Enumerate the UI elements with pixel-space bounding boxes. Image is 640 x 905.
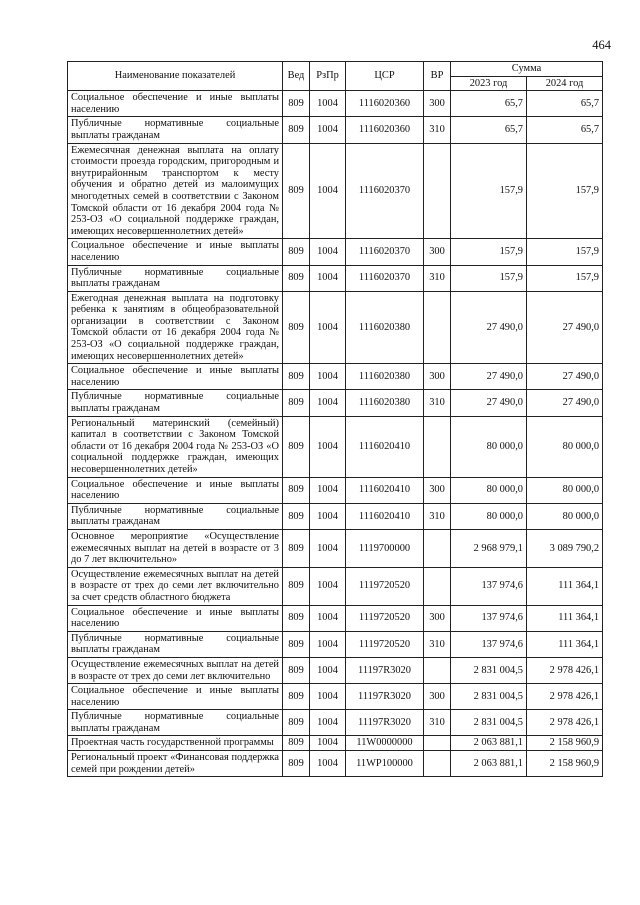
row-vr: 310 xyxy=(424,265,451,291)
row-sum-2023: 2 063 881,1 xyxy=(451,751,527,777)
row-csr: 1116020380 xyxy=(346,390,424,416)
row-ved: 809 xyxy=(283,529,310,567)
row-ved: 809 xyxy=(283,631,310,657)
row-name: Социальное обеспечение и иные выплаты населению xyxy=(68,364,283,390)
row-csr: 11197R3020 xyxy=(346,684,424,710)
header-ved: Вед xyxy=(283,62,310,91)
row-name: Социальное обеспечение и иные выплаты населению xyxy=(68,91,283,117)
header-2023: 2023 год xyxy=(451,76,527,91)
row-vr: 300 xyxy=(424,605,451,631)
row-sum-2023: 27 490,0 xyxy=(451,364,527,390)
row-csr: 1116020380 xyxy=(346,364,424,390)
row-vr: 310 xyxy=(424,631,451,657)
row-csr: 1116020380 xyxy=(346,291,424,364)
row-rzpr: 1004 xyxy=(310,477,346,503)
row-sum-2023: 27 490,0 xyxy=(451,390,527,416)
row-vr xyxy=(424,657,451,683)
table-row xyxy=(68,239,603,265)
row-name: Ежемесячная денежная выплата на оплату стоимости проезда городским, пригородным и внутрирайонным транспортом к месту обучения и обратно детей из малоимущих многодетных семей в соответствии с Законом Томской области от 16 декабря 2004 года № 253-ОЗ «О социальной поддержке граждан, имеющих несовершеннолетних детей» xyxy=(68,143,283,239)
row-rzpr: 1004 xyxy=(310,751,346,777)
header-csr: ЦСР xyxy=(346,62,424,91)
row-ved: 809 xyxy=(283,567,310,605)
row-sum-2024: 80 000,0 xyxy=(527,416,603,477)
row-rzpr: 1004 xyxy=(310,416,346,477)
row-sum-2024: 3 089 790,2 xyxy=(527,529,603,567)
row-name: Социальное обеспечение и иные выплаты населению xyxy=(68,605,283,631)
row-rzpr: 1004 xyxy=(310,710,346,736)
row-ved: 809 xyxy=(283,477,310,503)
row-sum-2024: 27 490,0 xyxy=(527,390,603,416)
row-rzpr: 1004 xyxy=(310,364,346,390)
row-sum-2024: 157,9 xyxy=(527,265,603,291)
row-sum-2023: 157,9 xyxy=(451,265,527,291)
row-sum-2023: 65,7 xyxy=(451,91,527,117)
row-ved: 809 xyxy=(283,605,310,631)
row-sum-2024: 27 490,0 xyxy=(527,364,603,390)
row-name: Социальное обеспечение и иные выплаты населению xyxy=(68,239,283,265)
row-name: Осуществление ежемесячных выплат на детей в возрасте от трех до семи лет включительно за счет средств областного бюджета xyxy=(68,567,283,605)
row-vr xyxy=(424,567,451,605)
row-name: Публичные нормативные социальные выплаты гражданам xyxy=(68,390,283,416)
table-row xyxy=(68,710,603,736)
row-csr: 1119720520 xyxy=(346,631,424,657)
row-sum-2023: 137 974,6 xyxy=(451,605,527,631)
table-row xyxy=(68,364,603,390)
header-rzpr: РзПр xyxy=(310,62,346,91)
row-name: Публичные нормативные социальные выплаты гражданам xyxy=(68,710,283,736)
row-sum-2024: 65,7 xyxy=(527,91,603,117)
row-ved: 809 xyxy=(283,657,310,683)
row-sum-2023: 80 000,0 xyxy=(451,503,527,529)
table-row xyxy=(68,657,603,683)
row-csr: 1116020370 xyxy=(346,239,424,265)
row-sum-2023: 27 490,0 xyxy=(451,291,527,364)
row-sum-2024: 2 158 960,9 xyxy=(527,736,603,751)
row-sum-2024: 157,9 xyxy=(527,239,603,265)
header-sum: Сумма xyxy=(451,62,603,77)
row-sum-2023: 157,9 xyxy=(451,143,527,239)
row-csr: 11197R3020 xyxy=(346,657,424,683)
table-body xyxy=(68,91,603,777)
row-csr: 11197R3020 xyxy=(346,710,424,736)
row-csr: 1119700000 xyxy=(346,529,424,567)
row-csr: 1116020360 xyxy=(346,117,424,143)
row-sum-2024: 111 364,1 xyxy=(527,567,603,605)
row-ved: 809 xyxy=(283,736,310,751)
table-row xyxy=(68,265,603,291)
table-row xyxy=(68,605,603,631)
table-row xyxy=(68,631,603,657)
row-sum-2024: 111 364,1 xyxy=(527,631,603,657)
row-name: Публичные нормативные социальные выплаты гражданам xyxy=(68,117,283,143)
row-ved: 809 xyxy=(283,503,310,529)
row-vr: 300 xyxy=(424,91,451,117)
table-row xyxy=(68,91,603,117)
row-rzpr: 1004 xyxy=(310,239,346,265)
row-rzpr: 1004 xyxy=(310,291,346,364)
row-rzpr: 1004 xyxy=(310,143,346,239)
row-csr: 1119720520 xyxy=(346,567,424,605)
row-csr: 11W0000000 xyxy=(346,736,424,751)
row-sum-2024: 80 000,0 xyxy=(527,503,603,529)
table-row xyxy=(68,503,603,529)
table-row xyxy=(68,529,603,567)
row-sum-2024: 2 978 426,1 xyxy=(527,710,603,736)
row-name: Основное мероприятие «Осуществление ежемесячных выплат на детей в возрасте от 3 до 7 лет включительно» xyxy=(68,529,283,567)
row-vr xyxy=(424,143,451,239)
row-csr: 1116020360 xyxy=(346,91,424,117)
row-vr xyxy=(424,736,451,751)
header-name: Наименование показателей xyxy=(68,62,283,91)
page-number: 464 xyxy=(592,38,611,52)
row-rzpr: 1004 xyxy=(310,567,346,605)
row-ved: 809 xyxy=(283,291,310,364)
row-vr: 300 xyxy=(424,684,451,710)
row-rzpr: 1004 xyxy=(310,117,346,143)
row-vr xyxy=(424,291,451,364)
row-vr xyxy=(424,416,451,477)
row-rzpr: 1004 xyxy=(310,631,346,657)
row-rzpr: 1004 xyxy=(310,736,346,751)
row-rzpr: 1004 xyxy=(310,529,346,567)
row-vr: 310 xyxy=(424,390,451,416)
row-sum-2024: 157,9 xyxy=(527,143,603,239)
table-row xyxy=(68,477,603,503)
row-sum-2023: 80 000,0 xyxy=(451,477,527,503)
row-csr: 1116020410 xyxy=(346,416,424,477)
row-vr xyxy=(424,529,451,567)
row-ved: 809 xyxy=(283,751,310,777)
header-2024: 2024 год xyxy=(527,76,603,91)
table-row xyxy=(68,390,603,416)
row-sum-2024: 2 978 426,1 xyxy=(527,684,603,710)
row-ved: 809 xyxy=(283,390,310,416)
row-sum-2023: 137 974,6 xyxy=(451,631,527,657)
table-row xyxy=(68,751,603,777)
row-sum-2023: 2 063 881,1 xyxy=(451,736,527,751)
row-sum-2023: 80 000,0 xyxy=(451,416,527,477)
row-sum-2023: 137 974,6 xyxy=(451,567,527,605)
row-vr: 310 xyxy=(424,710,451,736)
row-ved: 809 xyxy=(283,265,310,291)
row-sum-2023: 2 831 004,5 xyxy=(451,657,527,683)
row-name: Региональный материнский (семейный) капитал в соответствии с Законом Томской области от 16 декабря 2004 года № 253-ОЗ «О социальной поддержке граждан, имеющих несовершеннолетних детей» xyxy=(68,416,283,477)
row-sum-2023: 2 968 979,1 xyxy=(451,529,527,567)
table-row xyxy=(68,143,603,239)
table-row xyxy=(68,736,603,751)
row-sum-2023: 2 831 004,5 xyxy=(451,684,527,710)
row-name: Публичные нормативные социальные выплаты гражданам xyxy=(68,503,283,529)
row-vr xyxy=(424,751,451,777)
row-name: Социальное обеспечение и иные выплаты населению xyxy=(68,477,283,503)
row-vr: 300 xyxy=(424,239,451,265)
row-name: Публичные нормативные социальные выплаты гражданам xyxy=(68,265,283,291)
table-row xyxy=(68,567,603,605)
row-rzpr: 1004 xyxy=(310,390,346,416)
row-sum-2024: 65,7 xyxy=(527,117,603,143)
row-name: Публичные нормативные социальные выплаты гражданам xyxy=(68,631,283,657)
row-ved: 809 xyxy=(283,710,310,736)
row-csr: 1116020410 xyxy=(346,477,424,503)
row-rzpr: 1004 xyxy=(310,91,346,117)
row-ved: 809 xyxy=(283,684,310,710)
table-row xyxy=(68,291,603,364)
row-sum-2024: 111 364,1 xyxy=(527,605,603,631)
row-vr: 300 xyxy=(424,364,451,390)
header-vr: ВР xyxy=(424,62,451,91)
budget-table xyxy=(67,61,603,777)
row-rzpr: 1004 xyxy=(310,265,346,291)
row-sum-2024: 27 490,0 xyxy=(527,291,603,364)
row-sum-2023: 157,9 xyxy=(451,239,527,265)
row-ved: 809 xyxy=(283,239,310,265)
row-ved: 809 xyxy=(283,143,310,239)
row-sum-2023: 2 831 004,5 xyxy=(451,710,527,736)
row-name: Проектная часть государственной программы xyxy=(68,736,283,751)
row-rzpr: 1004 xyxy=(310,605,346,631)
table-row xyxy=(68,117,603,143)
row-csr: 1116020370 xyxy=(346,143,424,239)
row-vr: 300 xyxy=(424,477,451,503)
row-ved: 809 xyxy=(283,416,310,477)
row-name: Социальное обеспечение и иные выплаты населению xyxy=(68,684,283,710)
row-rzpr: 1004 xyxy=(310,503,346,529)
row-ved: 809 xyxy=(283,117,310,143)
row-csr: 1116020410 xyxy=(346,503,424,529)
row-name: Ежегодная денежная выплата на подготовку ребенка к занятиям в общеобразовательной организации в соответствии с Законом Томской области от 16 декабря 2004 года № 253-ОЗ «О социальной поддержке граждан, имеющих несовершеннолетних детей» xyxy=(68,291,283,364)
row-sum-2024: 2 978 426,1 xyxy=(527,657,603,683)
row-sum-2024: 80 000,0 xyxy=(527,477,603,503)
table-header xyxy=(68,62,603,91)
table-row xyxy=(68,684,603,710)
row-sum-2023: 65,7 xyxy=(451,117,527,143)
row-ved: 809 xyxy=(283,364,310,390)
row-sum-2024: 2 158 960,9 xyxy=(527,751,603,777)
row-vr: 310 xyxy=(424,117,451,143)
row-csr: 11WP100000 xyxy=(346,751,424,777)
row-vr: 310 xyxy=(424,503,451,529)
row-name: Региональный проект «Финансовая поддержка семей при рождении детей» xyxy=(68,751,283,777)
row-name: Осуществление ежемесячных выплат на детей в возрасте от трех до семи лет включительно xyxy=(68,657,283,683)
row-csr: 1119720520 xyxy=(346,605,424,631)
row-rzpr: 1004 xyxy=(310,684,346,710)
row-csr: 1116020370 xyxy=(346,265,424,291)
row-rzpr: 1004 xyxy=(310,657,346,683)
row-ved: 809 xyxy=(283,91,310,117)
table-row xyxy=(68,416,603,477)
